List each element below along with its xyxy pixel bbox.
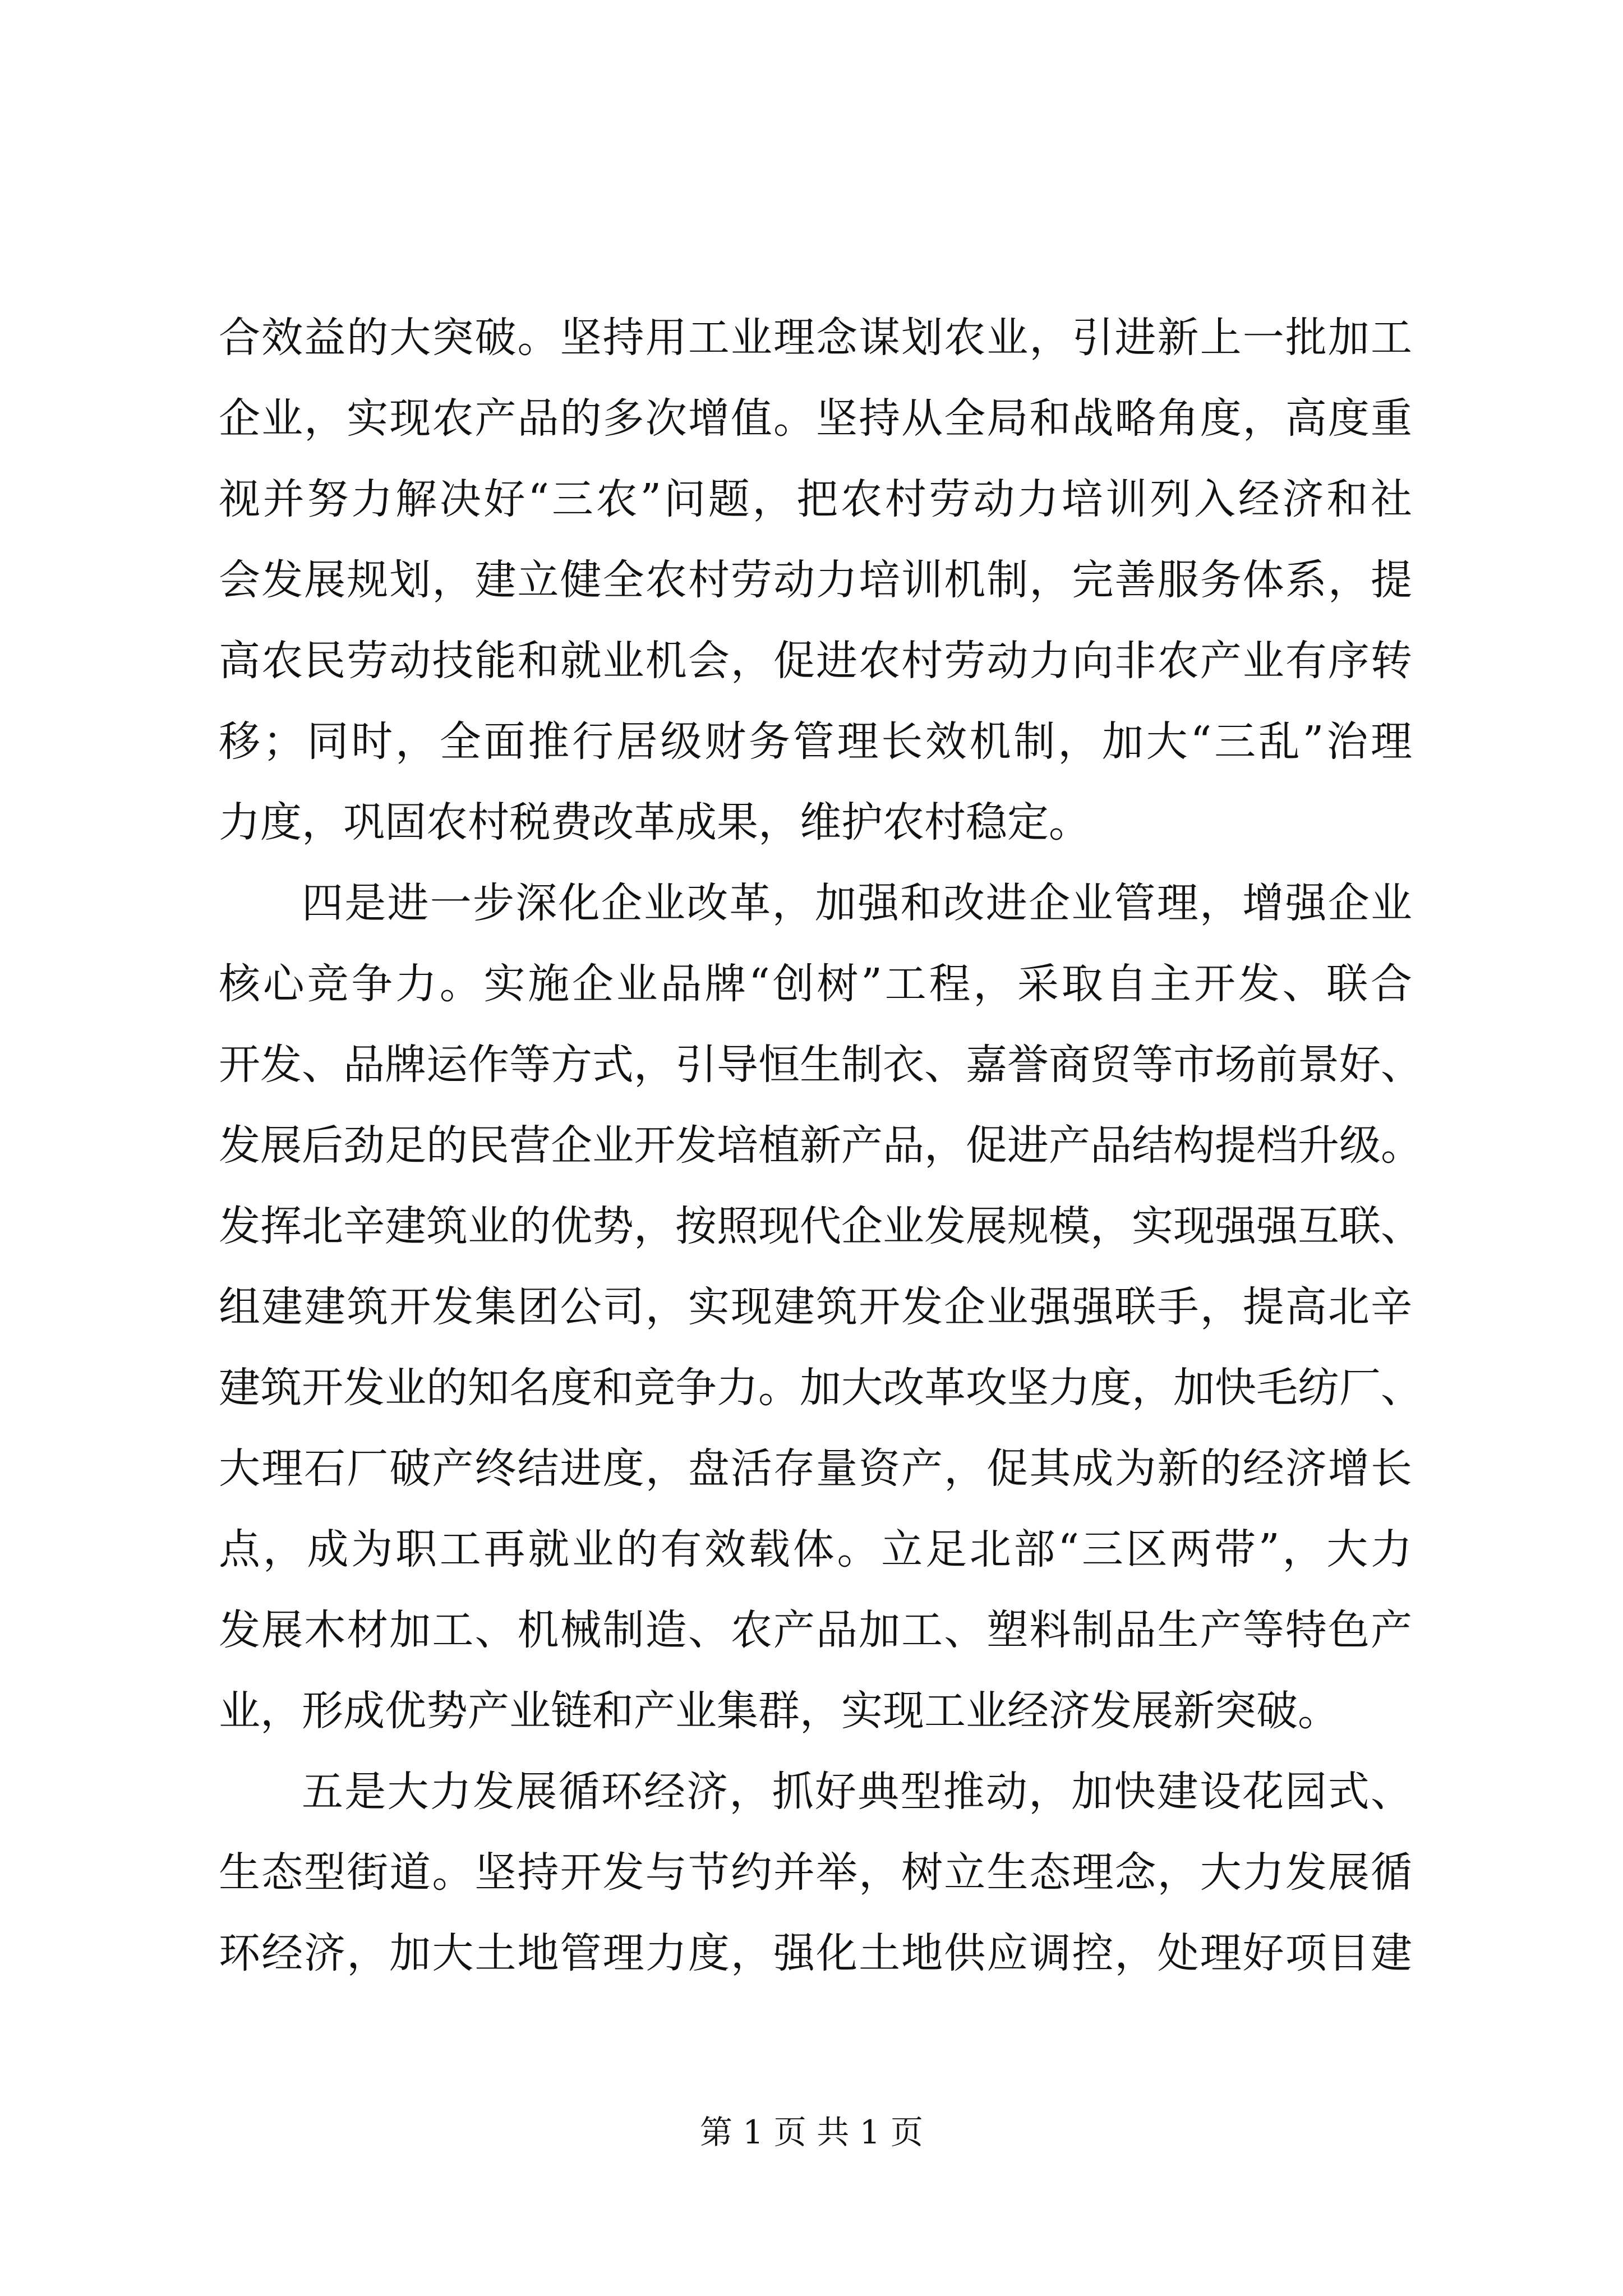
text-line: 合效益的大突破。坚持用工业理念谋划农业，引进新上一批加工	[219, 314, 1412, 362]
text-line: 发挥北辛建筑业的优势，按照现代企业发展规模，实现强强互联、	[219, 1202, 1422, 1250]
text-line: 建筑开发业的知名度和竞争力。加大改革攻坚力度，加快毛纺厂、	[219, 1364, 1422, 1412]
text-line: 业，形成优势产业链和产业集群，实现工业经济发展新突破。	[219, 1687, 1339, 1735]
text-line: 环经济，加大土地管理力度，强化土地供应调控，处理好项目建	[219, 1929, 1412, 1977]
text-line: 点，成为职工再就业的有效载体。立足北部“三区两带”，大力	[219, 1525, 1412, 1573]
paragraph-first-line: 五是大力发展循环经济，抓好典型推动，加快建设花园式、	[302, 1768, 1412, 1816]
text-line: 组建建筑开发集团公司，实现建筑开发企业强强联手，提高北辛	[219, 1283, 1412, 1331]
text-line: 移；同时，全面推行居级财务管理长效机制，加大“三乱”治理	[219, 717, 1412, 766]
text-line: 会发展规划，建立健全农村劳动力培训机制，完善服务体系，提	[219, 556, 1412, 604]
text-line: 开发、品牌运作等方式，引导恒生制衣、嘉誉商贸等市场前景好、	[219, 1041, 1422, 1089]
text-line: 企业，实现农产品的多次增值。坚持从全局和战略角度，高度重	[219, 394, 1412, 443]
paragraph-first-line: 四是进一步深化企业改革，加强和改进企业管理，增强企业	[302, 879, 1412, 927]
text-line: 发展后劲足的民营企业开发培植新产品，促进产品结构提档升级。	[219, 1121, 1422, 1170]
text-line: 大理石厂破产终结进度，盘活存量资产，促其成为新的经济增长	[219, 1444, 1412, 1493]
page-number-footer: 第 1 页 共 1 页	[700, 2113, 923, 2151]
text-line: 发展木材加工、机械制造、农产品加工、塑料制品生产等特色产	[219, 1606, 1412, 1654]
body-text	[219, 297, 1422, 1994]
text-line: 生态型街道。坚持开发与节约并举，树立生态理念，大力发展循	[219, 1848, 1412, 1897]
text-line: 视并努力解决好“三农”问题，把农村劳动力培训列入经济和社	[219, 475, 1412, 523]
text-line: 高农民劳动技能和就业机会，促进农村劳动力向非农产业有序转	[219, 637, 1412, 685]
text-line: 力度，巩固农村税费改革成果，维护农村稳定。	[219, 798, 1090, 846]
text-line: 核心竞争力。实施企业品牌“创树”工程，采取自主开发、联合	[219, 960, 1412, 1008]
